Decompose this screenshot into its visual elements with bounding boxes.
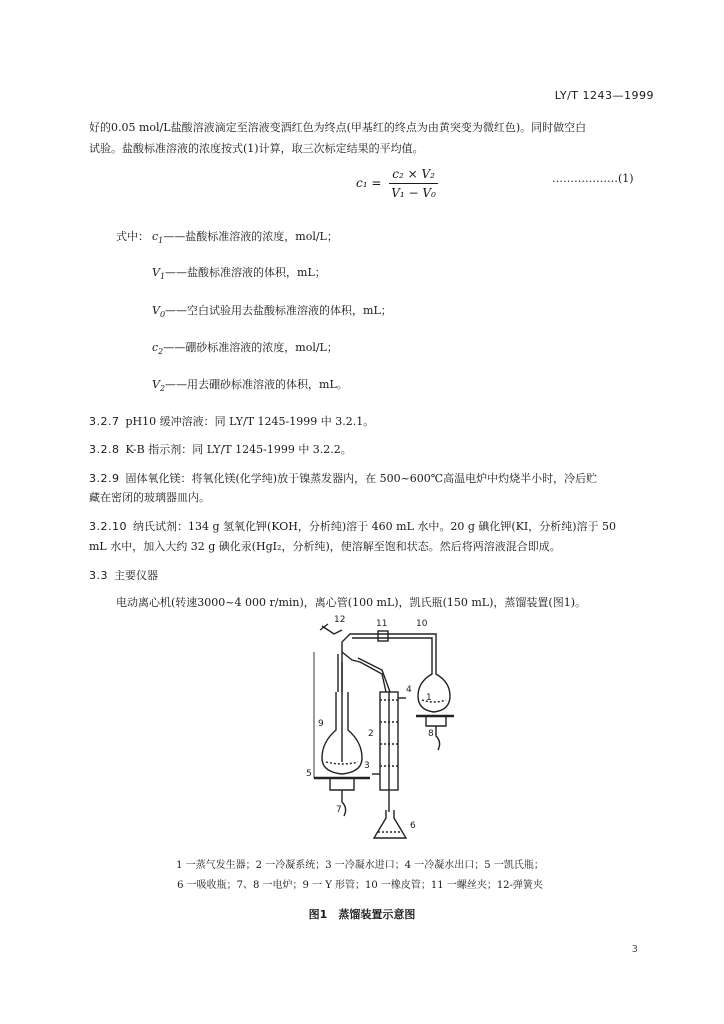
distillation-apparatus-diagram	[260, 612, 480, 844]
section-3-2-10-cont: mL 水中，加入大约 32 g 碘化汞(HgI₂，分析纯)，使溶解至饱和状态。然后将两溶液混合即成。	[89, 540, 561, 553]
label-5: 5	[306, 769, 312, 779]
definition-c2: $c_2——$硼砂标准溶液的浓度，mol/L；	[152, 341, 338, 357]
section-3-3-heading: 3.3 主要仪器	[89, 569, 158, 582]
intro-line-2: 试验。盐酸标准溶液的浓度按式(1)计算，取三次标定结果的平均值。	[89, 142, 424, 155]
figure-caption-line-2: 6 一吸收瓶；7、8 一电炉；9 一 Y 形管；10 一橡皮管；11 一螺丝夹；12-弹簧夹	[177, 880, 543, 891]
formula-numerator: c₂ × V₂	[389, 167, 438, 184]
label-9: 9	[318, 719, 324, 729]
formula-fraction	[389, 167, 438, 200]
section-3-2-10: 3.2.10 纳氏试剂：134 g 氢氧化钾(KOH，分析纯)溶于 460 mL 水中。20 g 碘化钾(KI，分析纯)溶于 50	[89, 520, 617, 533]
label-7: 7	[336, 805, 342, 815]
label-11: 11	[376, 619, 388, 629]
equipment-list: 电动离心机(转速3000~4 000 r/min)，离心管(100 mL)，凯氏瓶(150 mL)，蒸馏装置(图1)。	[116, 596, 586, 609]
intro-line-1: 好的0.05 mol/L盐酸溶液滴定至溶液变酒红色为终点(甲基红的终点为由黄突变为微红色)。同时做空白	[89, 121, 587, 134]
definition-v0: $V_0——$空白试验用去盐酸标准溶液的体积，mL；	[152, 304, 392, 320]
section-3-2-9-cont: 藏在密闭的玻璃器皿内。	[89, 491, 210, 504]
page-number: 3	[631, 944, 638, 955]
figure-caption-line-1: 1 一蒸气发生器；2 一冷凝系统；3 一冷凝水进口；4 一冷凝水出口；5 一凯氏瓶；	[176, 860, 544, 871]
figure-title: 图1 蒸馏装置示意图	[308, 908, 416, 921]
equation-number: ………………(1)	[552, 172, 634, 185]
apparatus-part-labels	[306, 615, 434, 831]
definition-v1: $V_1——$盐酸标准溶液的体积，mL；	[152, 266, 326, 282]
label-2: 2	[368, 729, 374, 739]
definition-c1: $c_1——$盐酸标准溶液的浓度，mol/L；	[152, 230, 338, 246]
label-6: 6	[410, 821, 416, 831]
definition-v2: $V_2——$用去硼砂标准溶液的体积，mL。	[152, 378, 348, 394]
section-3-2-8: 3.2.8 K-B 指示剂：同 LY/T 1245-1999 中 3.2.2。	[89, 443, 352, 456]
standard-number-header: LY/T 1243—1999	[554, 89, 654, 102]
section-3-2-7: 3.2.7 pH10 缓冲溶液：同 LY/T 1245-1999 中 3.2.1。	[89, 415, 375, 428]
label-3: 3	[364, 761, 370, 771]
formula-lhs: c₁ =	[356, 176, 382, 190]
label-10: 10	[416, 619, 428, 629]
formula-denominator: V₁ − V₀	[391, 186, 436, 200]
concentration-formula	[356, 167, 438, 200]
section-3-2-9: 3.2.9 固体氧化镁：将氧化镁(化学纯)放于镍蒸发器内，在 500~600℃高温电炉中灼烧半小时，冷后贮	[89, 472, 598, 485]
definitions-prefix: 式中：	[116, 230, 149, 243]
label-1: 1	[426, 693, 432, 703]
label-8: 8	[428, 729, 434, 739]
label-12: 12	[334, 615, 346, 625]
label-4: 4	[406, 685, 412, 695]
